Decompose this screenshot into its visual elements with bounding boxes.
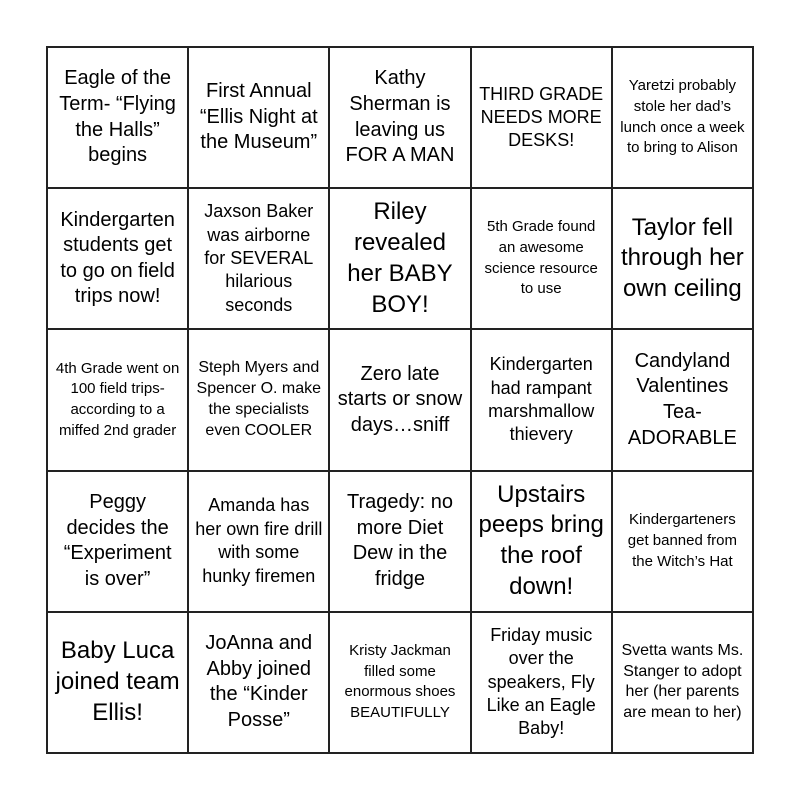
bingo-cell-r5-c4[interactable] (471, 612, 612, 753)
bingo-cell-r5-c2[interactable] (188, 612, 329, 753)
bingo-cell-text: JoAnna and Abby joined the “Kinder Posse” (205, 632, 313, 731)
bingo-cell-r1-c2[interactable] (188, 47, 329, 188)
bingo-cell-r2-c1[interactable] (47, 188, 188, 329)
bingo-cell-r1-c4[interactable] (471, 47, 612, 188)
bingo-cell-text: Eagle of the Term- “Flying the Halls” begins (59, 67, 176, 167)
bingo-cell-r2-c3[interactable] (329, 188, 470, 329)
bingo-cell-r2-c2[interactable] (188, 188, 329, 329)
bingo-cell-r5-c5[interactable] (612, 612, 753, 753)
bingo-cell-r3-c2[interactable] (188, 329, 329, 470)
bingo-cell-r3-c1[interactable] (47, 329, 188, 470)
bingo-cell-text: Tragedy: no more Diet Dew in the fridge (346, 491, 453, 590)
bingo-cell-text: Peggy decides the “Experiment is over” (63, 491, 172, 590)
bingo-cell-text: Kathy Sherman is leaving us FOR A MAN (345, 67, 455, 167)
bingo-cell-r5-c3[interactable] (329, 612, 470, 753)
bingo-cell-text: Jaxson Baker was airborne for SEVERAL hilarious seconds (204, 201, 314, 315)
bingo-cell-r5-c1[interactable] (47, 612, 188, 753)
bingo-cell-text: Candyland Valentines Tea- ADORABLE (627, 349, 737, 449)
bingo-board (46, 46, 754, 754)
bingo-cell-text: Friday music over the speakers, Fly Like an Eagle Baby! (486, 624, 596, 739)
bingo-cell-r3-c5[interactable] (612, 329, 753, 470)
bingo-cell-text: Svetta wants Ms. Stanger to adopt her (her parents are mean to her) (621, 641, 744, 722)
bingo-cell-text: Amanda has her own fire drill with some hunky firemen (195, 495, 323, 586)
bingo-cell-r4-c2[interactable] (188, 471, 329, 612)
bingo-cell-r3-c4[interactable] (471, 329, 612, 470)
bingo-cell-text: Kindergarten students get to go on field trips now! (60, 208, 175, 308)
bingo-cell-text: 4th Grade went on 100 field trips- according to a miffed 2nd grader (55, 359, 180, 439)
bingo-cell-text: Upstairs peeps bring the roof down! (478, 480, 604, 600)
bingo-cell-r4-c5[interactable] (612, 471, 753, 612)
bingo-cell-r3-c3[interactable] (329, 329, 470, 470)
bingo-cell-text: Kindergarteners get banned from the Witch’s Hat (627, 511, 738, 570)
bingo-cell-r1-c5[interactable] (612, 47, 753, 188)
bingo-cell-r2-c4[interactable] (471, 188, 612, 329)
bingo-cell-r4-c3[interactable] (329, 471, 470, 612)
bingo-cell-text: Riley revealed her BABY BOY! (347, 198, 453, 318)
bingo-cell-text: 5th Grade found an awesome science resource to use (484, 218, 598, 298)
bingo-cell-r1-c3[interactable] (329, 47, 470, 188)
bingo-cell-text: Taylor fell through her own ceiling (621, 213, 744, 303)
bingo-cell-text: Steph Myers and Spencer O. make the specialists even COOLER (196, 359, 322, 439)
bingo-cell-text: Kristy Jackman filled some enormous shoes BEAUTIFULLY (344, 642, 456, 722)
bingo-cell-text: Yaretzi probably stole her dad’s lunch once a week to bring to Alison (620, 77, 745, 157)
bingo-cell-text: Baby Luca joined team Ellis! (55, 637, 180, 726)
bingo-cell-text: Kindergarten had rampant marshmallow thievery (488, 354, 595, 445)
bingo-cell-r1-c1[interactable] (47, 47, 188, 188)
bingo-cell-r4-c1[interactable] (47, 471, 188, 612)
bingo-cell-r2-c5[interactable] (612, 188, 753, 329)
bingo-cell-text: Zero late starts or snow days…sniff (337, 362, 463, 436)
bingo-cell-r4-c4[interactable] (471, 471, 612, 612)
bingo-cell-text: First Annual “Ellis Night at the Museum” (199, 80, 318, 154)
bingo-cell-text: THIRD GRADE NEEDS MORE DESKS! (479, 83, 604, 151)
